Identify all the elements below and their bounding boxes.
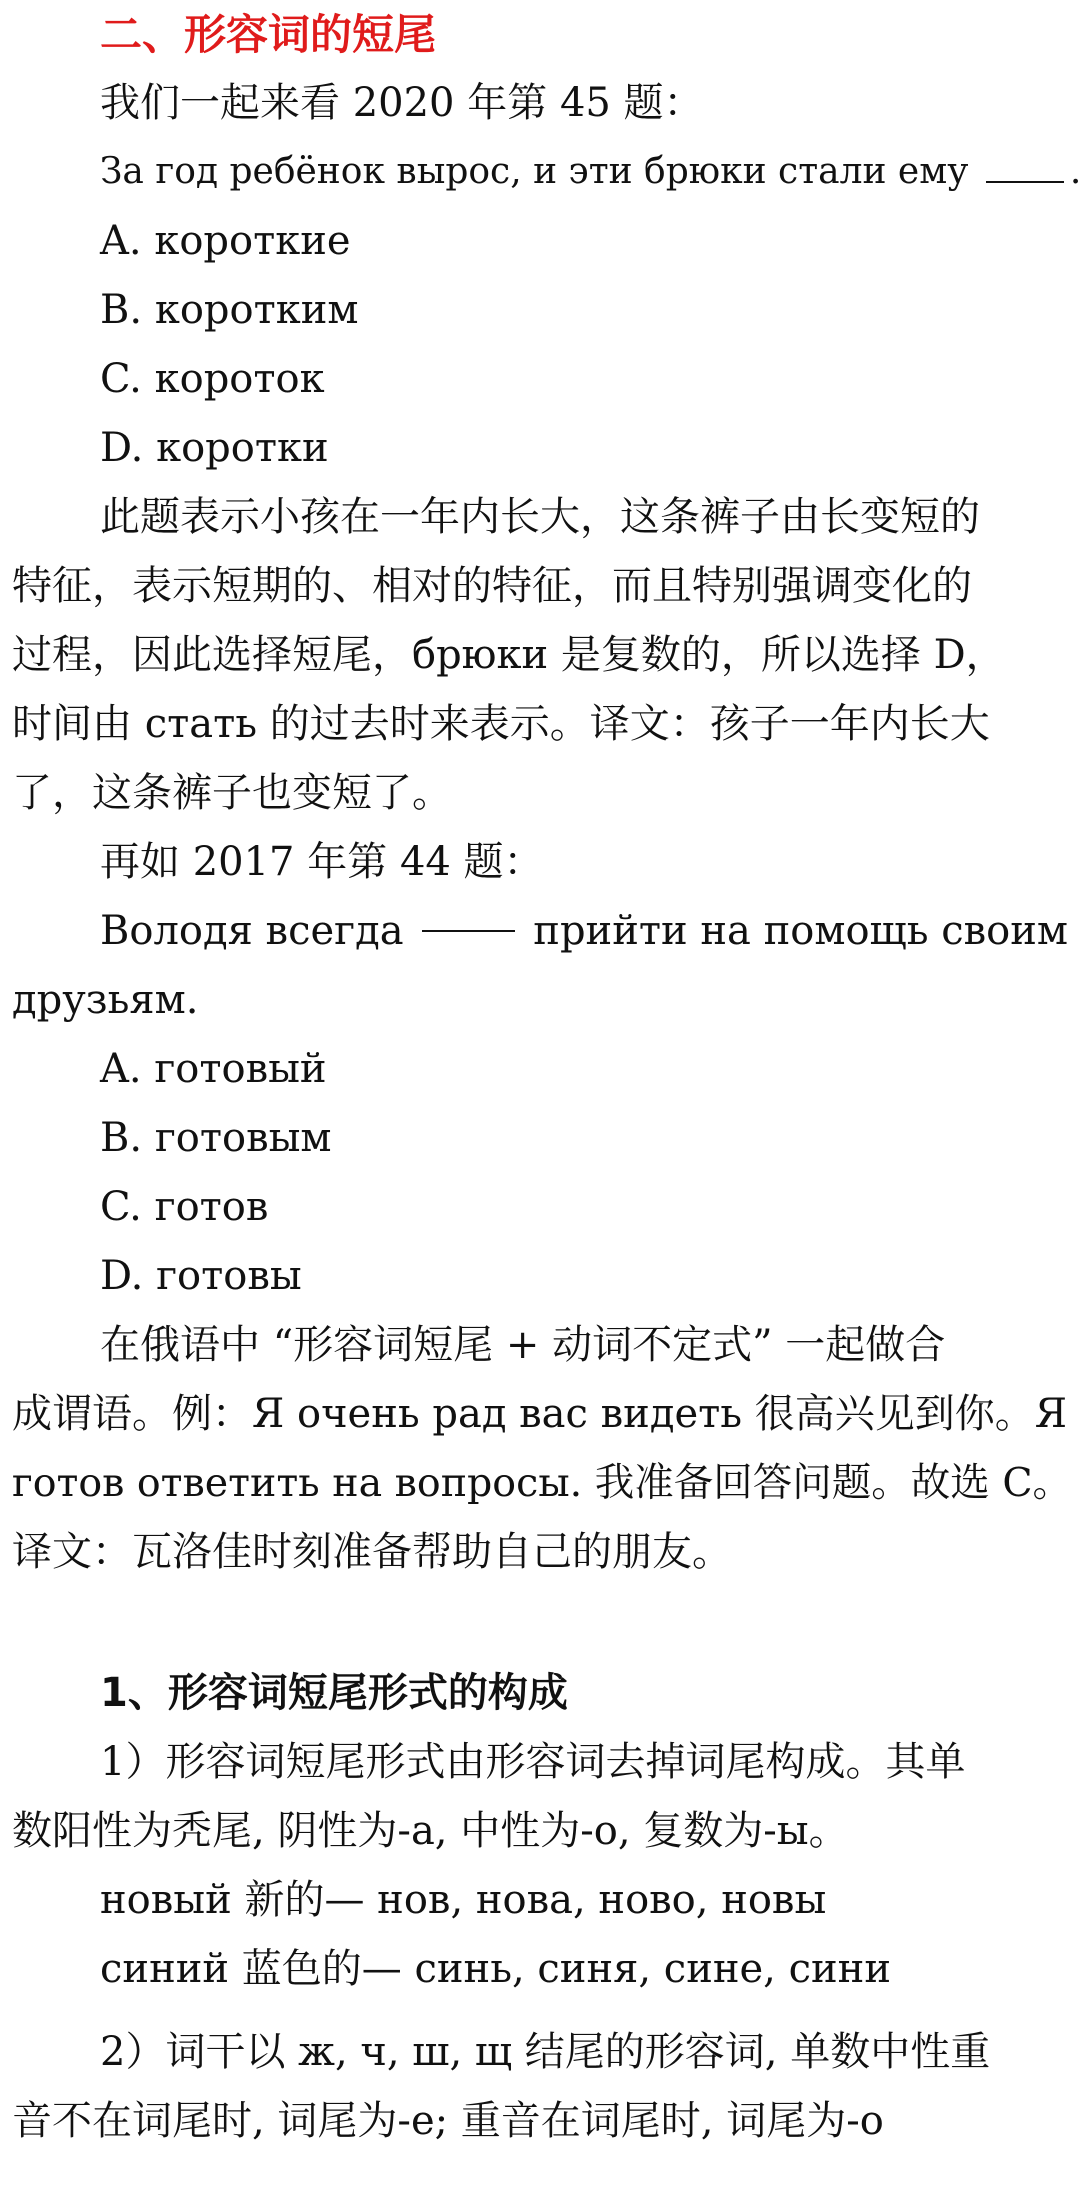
example2-question-part2: прийти на помощь своим	[533, 908, 1068, 954]
example2-option-d: D. готовы	[100, 1253, 302, 1299]
example2-question-part1: Володя всегда	[100, 908, 404, 954]
example1-explanation-line: 过程，因此选择短尾，брюки 是复数的，所以选择 D，	[12, 632, 1006, 678]
example1-option-c: C. короток	[100, 356, 325, 402]
example2-explanation-line: 在俄语中 “形容词短尾 + 动词不定式” 一起做合	[100, 1322, 946, 1368]
example2-question-part3: друзьям.	[12, 977, 199, 1023]
rule-example-line: синий 蓝色的— синь, синя, сине, сини	[100, 1946, 891, 1992]
example1-explanation-line: 特征，表示短期的、相对的特征，而且特别强调变化的	[12, 563, 972, 609]
rule1-line: 1）形容词短尾形式由形容词去掉词尾构成。其单	[100, 1739, 966, 1785]
rule2-line: 音不在词尾时, 词尾为-е; 重音在词尾时, 词尾为-о	[12, 2098, 884, 2144]
example2-question	[0, 896, 1080, 966]
example1-explanation-line: 了，这条裤子也变短了。	[12, 770, 452, 816]
example2-explanation-line: готов ответить на вопросы. 我准备回答问题。故选 C。	[12, 1460, 1073, 1506]
subsection-title: 1、形容词短尾形式的构成	[100, 1670, 568, 1716]
answer-blank	[986, 147, 1064, 183]
example1-explanation-line: 此题表示小孩在一年内长大，这条裤子由长变短的	[100, 494, 980, 540]
answer-blank	[422, 896, 516, 932]
example1-option-b: B. коротким	[100, 287, 359, 333]
example2-intro: 再如 2017 年第 44 题：	[100, 839, 544, 885]
example2-option-a: A. готовый	[100, 1046, 327, 1092]
example1-question-text: За год ребёнок вырос, и эти брюки стали ему	[100, 151, 969, 192]
example1-option-a: A. короткие	[100, 218, 351, 264]
example2-explanation-line: 译文：瓦洛佳时刻准备帮助自己的朋友。	[12, 1529, 732, 1575]
example1-option-d: D. коротки	[100, 425, 329, 471]
example2-option-c: C. готов	[100, 1184, 269, 1230]
example1-question-end: .	[1069, 151, 1081, 192]
rule-example-line: новый 新的— нов, нова, ново, новы	[100, 1877, 827, 1923]
example1-question	[0, 137, 1080, 207]
example1-explanation-line: 时间由 стать 的过去时来表示。译文：孩子一年内长大	[12, 701, 990, 747]
section-title: 二、形容词的短尾	[100, 10, 437, 59]
rule2-line: 2）词干以 ж, ч, ш, щ 结尾的形容词, 单数中性重	[100, 2029, 991, 2075]
rule1-line: 数阳性为秃尾, 阴性为-а, 中性为-о, 复数为-ы。	[12, 1808, 849, 1854]
example2-explanation-line: 成谓语。例：Я очень рад вас видеть 很高兴见到你。Я	[12, 1391, 1068, 1437]
example2-option-b: B. готовым	[100, 1115, 332, 1161]
example1-intro: 我们一起来看 2020 年第 45 题：	[100, 80, 704, 126]
